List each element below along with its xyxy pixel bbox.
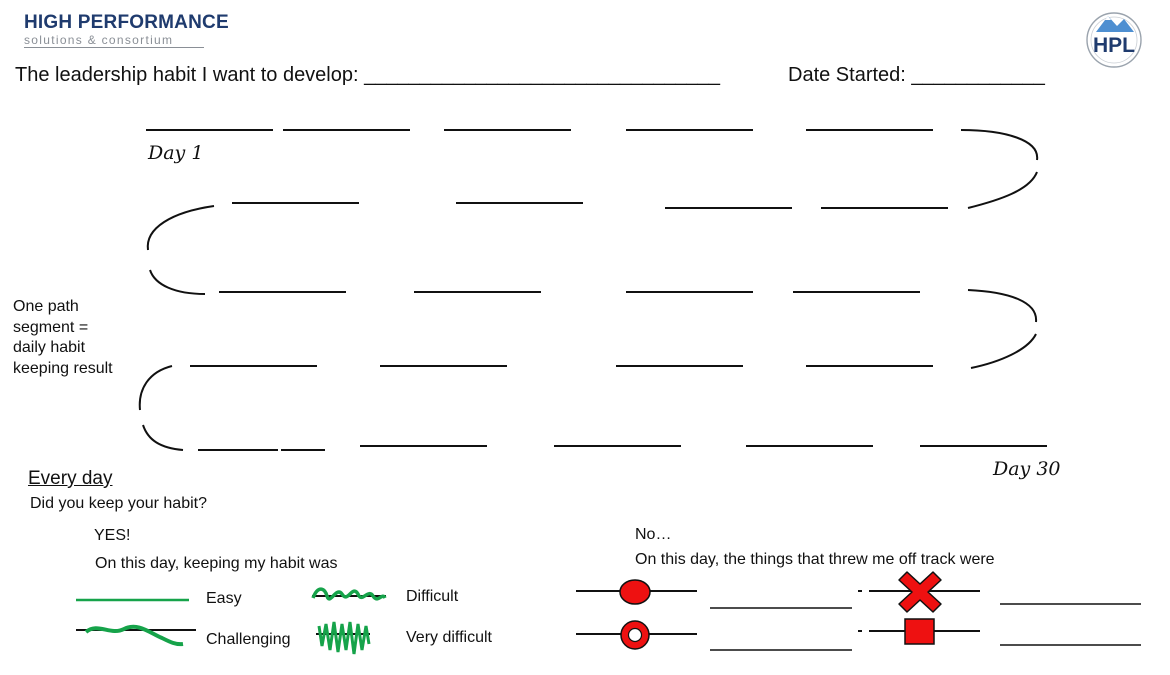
no-subtitle: On this day, the things that threw me off track were [635, 551, 995, 568]
path-segment-curve [971, 334, 1036, 368]
path-row-3 [219, 290, 1036, 368]
legend-no-cross-symbol [858, 572, 980, 612]
legend-no-circle-symbol [576, 580, 697, 604]
path-segment-curve [143, 425, 183, 450]
yes-subtitle: On this day, keeping my habit was [95, 555, 338, 572]
side-note-line: keeping result [13, 359, 113, 377]
day-30-label: Day 30 [993, 458, 1061, 480]
every-day-heading: Every day [28, 468, 113, 489]
habit-prompt: The leadership habit I want to develop: ________________________________ [15, 64, 721, 86]
path-segment-curve [968, 172, 1037, 208]
path-row-4 [140, 366, 933, 450]
path-row-5 [198, 446, 1047, 450]
side-note-line: segment = [13, 318, 89, 336]
day-1-label: Day 1 [148, 142, 204, 164]
legend-label-challenging: Challenging [206, 631, 291, 648]
brand-subtitle: solutions & consortium [24, 33, 174, 47]
habit-question: Did you keep your habit? [30, 495, 207, 512]
path-segment-curve [961, 130, 1037, 160]
brand-title: HIGH PERFORMANCE [24, 12, 229, 33]
legend-no-ring-symbol [576, 621, 697, 649]
legend-label-very-difficult: Very difficult [406, 629, 492, 646]
path-segment-curve [148, 206, 214, 250]
path-row-1 [146, 130, 1037, 208]
path-segment-curve [140, 366, 172, 410]
date-started-prompt: Date Started: ____________ [788, 64, 1045, 86]
svg-text:HPL: HPL [1093, 34, 1135, 57]
path-row-2 [148, 203, 948, 294]
legend-no-square-symbol [858, 619, 980, 644]
legend-challenging-symbol [76, 627, 196, 644]
path-segment-curve [150, 270, 205, 294]
legend-label-difficult: Difficult [406, 588, 459, 605]
path-segment-curve [968, 290, 1036, 322]
legend-label-easy: Easy [206, 590, 242, 607]
side-note-line: daily habit [13, 339, 86, 356]
legend-difficult-symbol [312, 589, 386, 599]
side-note-line: One path [13, 298, 79, 315]
legend-very-difficult-symbol [316, 622, 370, 654]
no-title: No… [635, 526, 672, 543]
yes-title: YES! [94, 527, 131, 544]
hpl-logo [1087, 13, 1141, 67]
